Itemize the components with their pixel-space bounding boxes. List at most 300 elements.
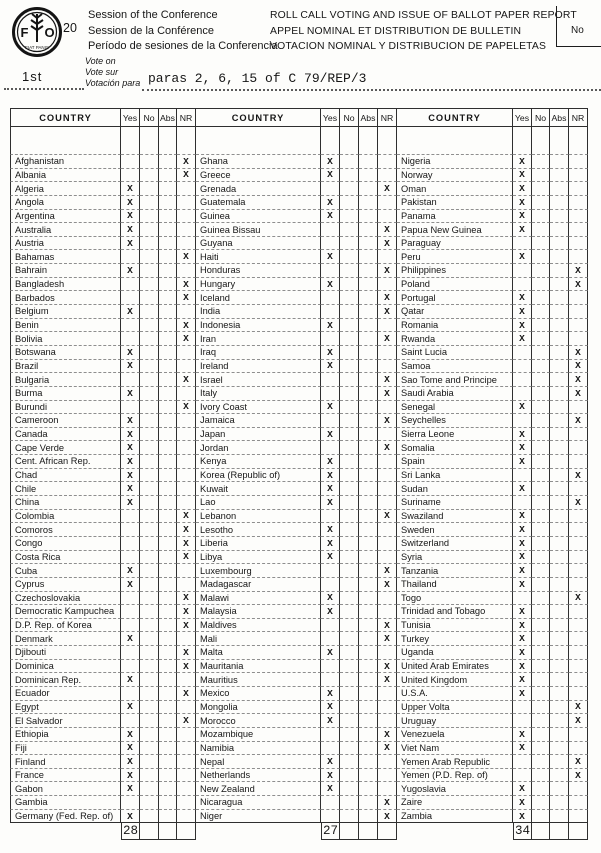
column-header-no: No: [340, 108, 359, 127]
vote-cell-no: [140, 373, 159, 387]
vote-cell-abs: [550, 373, 569, 387]
svg-text:F: F: [20, 25, 29, 40]
vote-cell-nr: [177, 387, 196, 401]
vote-cell-yes: [513, 755, 532, 769]
vote-cell-abs: [359, 346, 378, 360]
country-cell: Netherlands: [196, 769, 321, 783]
vote-cell-nr: X: [569, 714, 588, 728]
vote-ordinal: 1st: [22, 69, 43, 84]
vote-cell-no: [140, 551, 159, 565]
vote-cell-yes: X: [121, 182, 140, 196]
vote-cell-no: [140, 414, 159, 428]
vote-cell-abs: [159, 237, 177, 251]
vote-cell-no: [532, 687, 550, 701]
total-nr-cell: [177, 823, 196, 840]
vote-cell-no: [532, 619, 550, 633]
vote-cell-abs: [550, 278, 569, 292]
vote-cell-yes: X: [121, 387, 140, 401]
country-cell: Belgium: [10, 305, 121, 319]
country-cell: Panama: [397, 210, 513, 224]
vote-cell-yes: [513, 414, 532, 428]
vote-cell-abs: [159, 714, 177, 728]
vote-cell-no: [140, 360, 159, 374]
vote-cell-nr: X: [177, 319, 196, 333]
vote-cell-yes: [321, 223, 340, 237]
country-cell: Thailand: [397, 578, 513, 592]
vote-cell-no: [340, 551, 359, 565]
country-cell: Cyprus: [10, 578, 121, 592]
vote-cell-yes: [513, 387, 532, 401]
vote-cell-yes: [121, 250, 140, 264]
vote-subject: paras 2, 6, 15 of C 79/REP/3: [148, 71, 367, 86]
vote-cell-no: [340, 373, 359, 387]
country-cell: Mexico: [196, 687, 321, 701]
vote-cell-nr: X: [378, 237, 397, 251]
vote-cell-abs: [550, 346, 569, 360]
vote-on-label-fr: Vote sur: [85, 67, 119, 77]
vote-cell-no: [140, 441, 159, 455]
vote-cell-abs: [159, 605, 177, 619]
country-cell: Cuba: [10, 564, 121, 578]
vote-cell-abs: [359, 673, 378, 687]
vote-cell-no: [340, 155, 359, 169]
vote-cell-yes: X: [513, 182, 532, 196]
country-cell: Yemen Arab Republic: [397, 755, 513, 769]
vote-cell-nr: [177, 455, 196, 469]
country-cell: Portugal: [397, 291, 513, 305]
vote-cell-no: [140, 782, 159, 796]
column-header-yes: Yes: [121, 108, 140, 127]
vote-cell-nr: [569, 632, 588, 646]
vote-cell-nr: [378, 210, 397, 224]
vote-cell-no: [140, 332, 159, 346]
vote-cell-abs: [359, 564, 378, 578]
vote-cell-yes: X: [513, 441, 532, 455]
spacer-cell: [321, 127, 340, 155]
vote-cell-yes: X: [513, 523, 532, 537]
vote-cell-yes: X: [321, 496, 340, 510]
total-yes-cell: 34: [514, 824, 530, 839]
vote-cell-abs: [359, 742, 378, 756]
vote-cell-yes: [121, 291, 140, 305]
vote-cell-nr: [378, 646, 397, 660]
country-cell: Nigeria: [397, 155, 513, 169]
column-header-country: COUNTRY: [196, 108, 321, 127]
vote-cell-abs: [159, 632, 177, 646]
country-cell: Tanzania: [397, 564, 513, 578]
country-cell: Mongolia: [196, 701, 321, 715]
spacer-cell: [140, 127, 159, 155]
vote-cell-yes: [121, 373, 140, 387]
vote-cell-yes: [121, 796, 140, 810]
country-cell: Bahamas: [10, 250, 121, 264]
vote-cell-yes: X: [513, 291, 532, 305]
vote-cell-yes: X: [513, 796, 532, 810]
vote-cell-yes: X: [513, 155, 532, 169]
vote-cell-abs: [359, 428, 378, 442]
vote-cell-no: [140, 469, 159, 483]
spacer-cell: [10, 127, 121, 155]
country-cell: Algeria: [10, 182, 121, 196]
spacer-cell: [359, 127, 378, 155]
vote-cell-yes: X: [321, 469, 340, 483]
vote-cell-nr: [569, 523, 588, 537]
vote-cell-no: [340, 742, 359, 756]
vote-cell-yes: [321, 237, 340, 251]
vote-cell-no: [340, 387, 359, 401]
country-cell: Colombia: [10, 510, 121, 524]
vote-cell-yes: X: [121, 469, 140, 483]
vote-cell-yes: [513, 373, 532, 387]
country-cell: Peru: [397, 250, 513, 264]
report-title-fr: APPEL NOMINAL ET DISTRIBUTION DE BULLETIN: [270, 25, 522, 37]
total-abs-cell: [550, 823, 569, 840]
country-cell: France: [10, 769, 121, 783]
vote-cell-yes: [513, 701, 532, 715]
country-cell: Guinea: [196, 210, 321, 224]
vote-cell-no: [140, 564, 159, 578]
vote-cell-abs: [550, 469, 569, 483]
vote-cell-yes: [121, 169, 140, 183]
vote-cell-nr: X: [378, 564, 397, 578]
vote-cell-no: [340, 401, 359, 415]
vote-cell-yes: [513, 237, 532, 251]
vote-cell-abs: [550, 428, 569, 442]
vote-cell-nr: [177, 632, 196, 646]
vote-cell-abs: [359, 210, 378, 224]
vote-cell-abs: [159, 482, 177, 496]
vote-cell-nr: [378, 428, 397, 442]
spacer-cell: [513, 127, 532, 155]
vote-cell-nr: X: [569, 387, 588, 401]
vote-cell-yes: X: [321, 169, 340, 183]
column-header-abs: Abs: [550, 108, 569, 127]
vote-cell-yes: [121, 551, 140, 565]
vote-cell-nr: [378, 551, 397, 565]
vote-cell-nr: [569, 551, 588, 565]
country-cell: Mali: [196, 632, 321, 646]
vote-cell-yes: [513, 469, 532, 483]
vote-cell-yes: [321, 742, 340, 756]
country-cell: Tunisia: [397, 619, 513, 633]
vote-cell-abs: [159, 305, 177, 319]
vote-cell-no: [140, 714, 159, 728]
vote-cell-no: [140, 592, 159, 606]
vote-cell-nr: X: [569, 264, 588, 278]
vote-cell-nr: X: [177, 592, 196, 606]
vote-cell-no: [532, 155, 550, 169]
vote-cell-yes: X: [513, 632, 532, 646]
vote-cell-nr: [177, 210, 196, 224]
total-nr-cell: [378, 823, 397, 840]
country-cell: El Salvador: [10, 714, 121, 728]
vote-cell-nr: [177, 755, 196, 769]
vote-cell-nr: [569, 578, 588, 592]
vote-cell-yes: X: [513, 605, 532, 619]
column-header-nr: NR: [177, 108, 196, 127]
vote-cell-no: [532, 578, 550, 592]
vote-cell-abs: [550, 496, 569, 510]
vote-cell-nr: X: [177, 155, 196, 169]
country-cell: Barbados: [10, 291, 121, 305]
vote-cell-no: [140, 510, 159, 524]
vote-cell-no: [532, 223, 550, 237]
vote-cell-nr: X: [177, 169, 196, 183]
vote-cell-abs: [359, 237, 378, 251]
vote-cell-nr: [569, 482, 588, 496]
column-header-abs: Abs: [159, 108, 177, 127]
country-cell: Bulgaria: [10, 373, 121, 387]
spacer-cell: [340, 127, 359, 155]
vote-cell-yes: X: [321, 646, 340, 660]
vote-cell-nr: [569, 237, 588, 251]
vote-cell-nr: [177, 673, 196, 687]
report-number-box: [556, 6, 601, 47]
total-yes-cell: 28: [122, 824, 138, 839]
vote-cell-abs: [159, 278, 177, 292]
column-header-yes: Yes: [321, 108, 340, 127]
vote-cell-yes: X: [321, 714, 340, 728]
vote-cell-no: [140, 537, 159, 551]
vote-cell-abs: [359, 332, 378, 346]
vote-cell-yes: X: [513, 401, 532, 415]
vote-cell-no: [532, 237, 550, 251]
vote-cell-abs: [550, 169, 569, 183]
vote-cell-nr: [569, 619, 588, 633]
vote-cell-nr: [177, 469, 196, 483]
vote-cell-abs: [359, 196, 378, 210]
vote-cell-no: [140, 264, 159, 278]
vote-cell-abs: [359, 687, 378, 701]
session-title-fr: Session de la Conférence: [88, 24, 214, 37]
country-cell: Korea (Republic of): [196, 469, 321, 483]
vote-cell-nr: X: [177, 250, 196, 264]
country-cell: Upper Volta: [397, 701, 513, 715]
vote-cell-no: [532, 537, 550, 551]
vote-cell-nr: [569, 210, 588, 224]
country-cell: Samoa: [397, 360, 513, 374]
vote-cell-yes: X: [321, 360, 340, 374]
country-cell: Austria: [10, 237, 121, 251]
vote-cell-no: [532, 796, 550, 810]
session-title-es: Período de sesiones de la Conferencia: [88, 40, 278, 52]
vote-cell-yes: [321, 564, 340, 578]
column-header-yes: Yes: [513, 108, 532, 127]
country-cell: Dominica: [10, 660, 121, 674]
country-cell: Sudan: [397, 482, 513, 496]
vote-cell-nr: X: [569, 360, 588, 374]
vote-cell-nr: X: [569, 496, 588, 510]
vote-cell-abs: [159, 701, 177, 715]
vote-cell-no: [140, 632, 159, 646]
country-cell: Haiti: [196, 250, 321, 264]
vote-cell-nr: X: [177, 660, 196, 674]
vote-cell-yes: X: [121, 769, 140, 783]
vote-cell-no: [140, 196, 159, 210]
vote-cell-nr: [378, 455, 397, 469]
vote-cell-nr: [569, 182, 588, 196]
vote-cell-nr: [177, 796, 196, 810]
country-cell: Gambia: [10, 796, 121, 810]
vote-cell-nr: [378, 319, 397, 333]
country-cell: Kuwait: [196, 482, 321, 496]
vote-cell-nr: X: [177, 537, 196, 551]
vote-cell-nr: X: [378, 305, 397, 319]
country-cell: Grenada: [196, 182, 321, 196]
vote-cell-no: [340, 332, 359, 346]
vote-cell-nr: [177, 196, 196, 210]
vote-cell-nr: [569, 796, 588, 810]
vote-cell-abs: [359, 551, 378, 565]
vote-cell-abs: [550, 714, 569, 728]
vote-cell-nr: [177, 564, 196, 578]
spacer-cell: [121, 127, 140, 155]
vote-cell-nr: [378, 496, 397, 510]
vote-cell-abs: [359, 769, 378, 783]
vote-cell-nr: X: [378, 223, 397, 237]
country-cell: Chad: [10, 469, 121, 483]
vote-cell-yes: X: [321, 605, 340, 619]
country-cell: Canada: [10, 428, 121, 442]
vote-cell-nr: X: [569, 769, 588, 783]
vote-cell-nr: X: [378, 414, 397, 428]
vote-cell-no: [140, 687, 159, 701]
vote-cell-nr: [378, 469, 397, 483]
vote-cell-yes: X: [321, 523, 340, 537]
vote-cell-nr: [569, 319, 588, 333]
vote-cell-no: [340, 673, 359, 687]
vote-cell-yes: X: [121, 414, 140, 428]
vote-cell-nr: X: [569, 592, 588, 606]
vote-cell-nr: X: [378, 578, 397, 592]
vote-cell-abs: [159, 223, 177, 237]
country-cell: Malaysia: [196, 605, 321, 619]
country-cell: Bangladesh: [10, 278, 121, 292]
vote-cell-nr: X: [569, 469, 588, 483]
column-header-abs: Abs: [359, 108, 378, 127]
total-abs-cell: [359, 823, 378, 840]
vote-cell-no: [532, 482, 550, 496]
vote-cell-abs: [550, 728, 569, 742]
vote-cell-no: [532, 701, 550, 715]
vote-cell-abs: [359, 373, 378, 387]
total-no-cell: [532, 823, 550, 840]
vote-cell-no: [140, 810, 159, 824]
vote-cell-yes: X: [321, 401, 340, 415]
vote-cell-nr: X: [378, 728, 397, 742]
vote-cell-nr: [177, 223, 196, 237]
vote-cell-nr: X: [177, 551, 196, 565]
vote-cell-yes: X: [321, 537, 340, 551]
vote-cell-abs: [159, 387, 177, 401]
vote-cell-abs: [159, 782, 177, 796]
country-cell: Syria: [397, 551, 513, 565]
country-cell: Comoros: [10, 523, 121, 537]
country-cell: Cameroon: [10, 414, 121, 428]
vote-cell-yes: X: [513, 428, 532, 442]
country-cell: Germany (Fed. Rep. of): [10, 810, 121, 824]
country-cell: Japan: [196, 428, 321, 442]
vote-cell-yes: [121, 319, 140, 333]
vote-cell-yes: [513, 496, 532, 510]
country-cell: Cape Verde: [10, 441, 121, 455]
report-title-en: ROLL CALL VOTING AND ISSUE OF BALLOT PAPER REPORT: [270, 10, 577, 21]
vote-cell-yes: X: [513, 250, 532, 264]
vote-cell-no: [340, 455, 359, 469]
country-cell: Senegal: [397, 401, 513, 415]
vote-cell-no: [532, 632, 550, 646]
country-cell: Congo: [10, 537, 121, 551]
vote-cell-no: [340, 564, 359, 578]
vote-cell-abs: [359, 278, 378, 292]
vote-cell-abs: [159, 578, 177, 592]
vote-cell-yes: [121, 278, 140, 292]
vote-cell-no: [340, 360, 359, 374]
vote-cell-abs: [159, 660, 177, 674]
vote-cell-yes: [121, 660, 140, 674]
vote-cell-abs: [359, 155, 378, 169]
country-cell: Gabon: [10, 782, 121, 796]
vote-cell-no: [340, 632, 359, 646]
vote-cell-abs: [550, 632, 569, 646]
vote-cell-abs: [550, 196, 569, 210]
vote-cell-no: [140, 660, 159, 674]
vote-cell-nr: [569, 673, 588, 687]
vote-cell-no: [340, 237, 359, 251]
country-cell: Angola: [10, 196, 121, 210]
country-cell: Sierra Leone: [397, 428, 513, 442]
vote-cell-nr: X: [378, 264, 397, 278]
vote-cell-no: [140, 305, 159, 319]
vote-cell-no: [140, 523, 159, 537]
vote-cell-no: [140, 496, 159, 510]
session-title: [88, 8, 278, 55]
vote-cell-no: [532, 728, 550, 742]
vote-cell-no: [340, 428, 359, 442]
vote-cell-no: [532, 401, 550, 415]
country-cell: Israel: [196, 373, 321, 387]
vote-cell-abs: [550, 673, 569, 687]
country-cell: Namibia: [196, 742, 321, 756]
country-cell: Swaziland: [397, 510, 513, 524]
vote-cell-yes: [121, 592, 140, 606]
spacer-cell: [159, 127, 177, 155]
vote-cell-no: [140, 182, 159, 196]
country-cell: Togo: [397, 592, 513, 606]
country-cell: Italy: [196, 387, 321, 401]
vote-cell-abs: [359, 250, 378, 264]
vote-cell-no: [340, 646, 359, 660]
country-cell: Guinea Bissau: [196, 223, 321, 237]
vote-cell-yes: X: [121, 264, 140, 278]
vote-cell-abs: [359, 619, 378, 633]
vote-cell-no: [532, 278, 550, 292]
vote-cell-abs: [550, 810, 569, 824]
country-cell: Spain: [397, 455, 513, 469]
vote-cell-abs: [550, 441, 569, 455]
country-cell: Nepal: [196, 755, 321, 769]
vote-cell-no: [340, 482, 359, 496]
vote-cell-nr: [569, 250, 588, 264]
vote-cell-no: [532, 169, 550, 183]
vote-cell-yes: X: [121, 701, 140, 715]
vote-cell-nr: [569, 810, 588, 824]
vote-cell-yes: [321, 810, 340, 824]
vote-cell-yes: X: [121, 196, 140, 210]
vote-cell-no: [140, 155, 159, 169]
fao-logo-emblem: [11, 6, 63, 58]
vote-cell-yes: [321, 387, 340, 401]
